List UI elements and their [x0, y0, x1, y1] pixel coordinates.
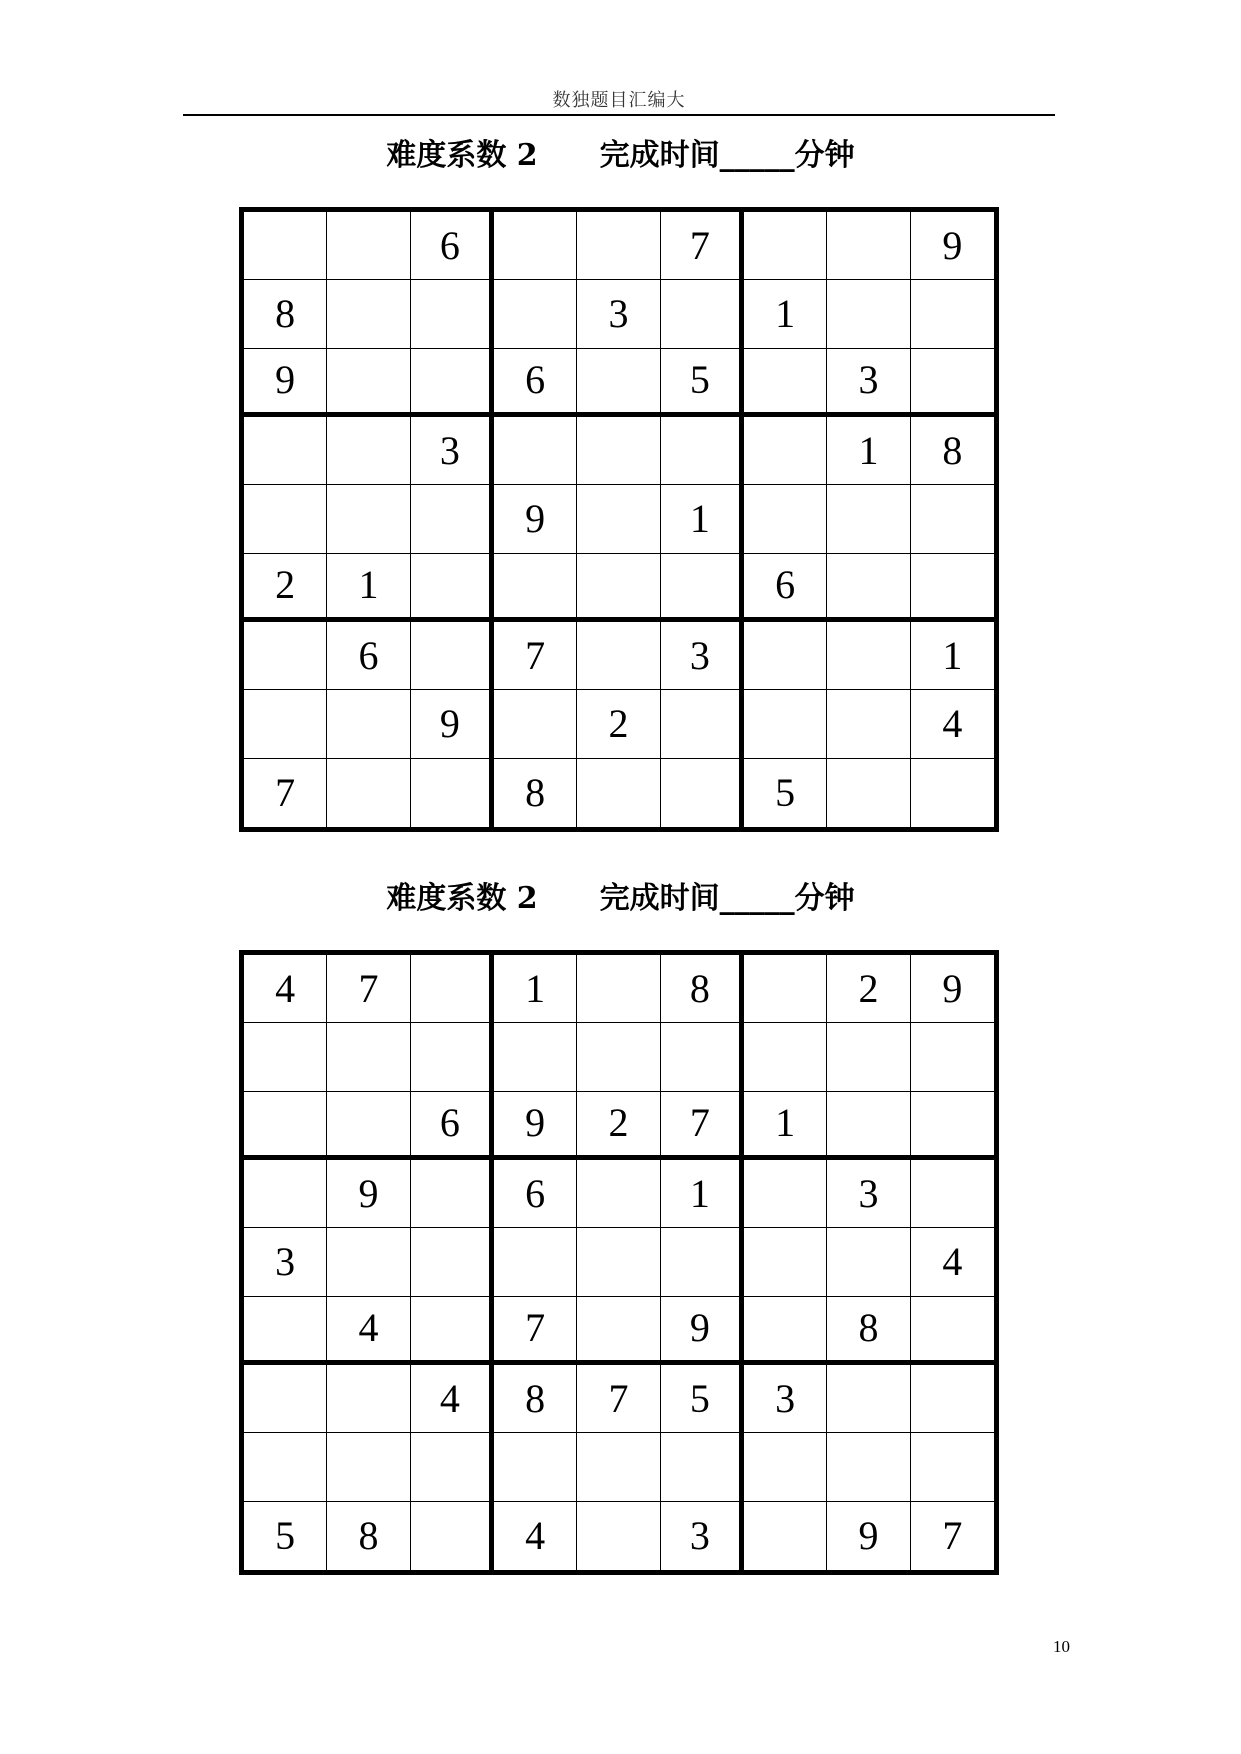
sudoku-cell[interactable]: 9	[661, 1297, 744, 1365]
sudoku-cell[interactable]	[744, 690, 827, 758]
sudoku-cell[interactable]: 7	[661, 212, 744, 280]
sudoku-cell[interactable]	[577, 1160, 660, 1228]
sudoku-cell[interactable]	[244, 485, 327, 553]
sudoku-cell[interactable]: 4	[494, 1502, 577, 1570]
sudoku-cell[interactable]: 1	[494, 955, 577, 1023]
sudoku-cell[interactable]	[411, 759, 494, 827]
sudoku-grid-1	[239, 207, 999, 832]
sudoku-cell[interactable]: 4	[911, 1228, 994, 1296]
sudoku-cell[interactable]: 1	[911, 622, 994, 690]
sudoku-cell[interactable]	[744, 1297, 827, 1365]
sudoku-cell[interactable]	[661, 1023, 744, 1091]
sudoku-cell[interactable]	[827, 485, 910, 553]
sudoku-cell[interactable]: 9	[494, 485, 577, 553]
sudoku-cell[interactable]: 6	[411, 212, 494, 280]
header-rule	[183, 114, 1055, 116]
sudoku-cell[interactable]	[327, 1365, 410, 1433]
sudoku-cell[interactable]: 1	[744, 1092, 827, 1160]
difficulty-label: 难度系数 2	[386, 138, 538, 173]
sudoku-cell[interactable]: 2	[244, 554, 327, 622]
sudoku-cell[interactable]	[911, 1092, 994, 1160]
sudoku-cell[interactable]	[577, 485, 660, 553]
sudoku-cell[interactable]	[411, 1228, 494, 1296]
sudoku-cell[interactable]	[744, 349, 827, 417]
sudoku-cell[interactable]	[494, 1433, 577, 1501]
sudoku-cell[interactable]	[327, 1023, 410, 1091]
sudoku-cell[interactable]	[244, 622, 327, 690]
sudoku-cell[interactable]	[911, 349, 994, 417]
sudoku-cell[interactable]	[494, 417, 577, 485]
sudoku-cell[interactable]: 4	[911, 690, 994, 758]
sudoku-cell[interactable]: 2	[577, 1092, 660, 1160]
sudoku-cell[interactable]	[411, 1433, 494, 1501]
sudoku-cell[interactable]	[744, 1433, 827, 1501]
sudoku-cell[interactable]: 1	[744, 280, 827, 348]
sudoku-cell[interactable]	[744, 485, 827, 553]
sudoku-cell[interactable]	[327, 485, 410, 553]
sudoku-cell[interactable]	[911, 1023, 994, 1091]
sudoku-cell[interactable]	[827, 690, 910, 758]
sudoku-cell[interactable]	[827, 1433, 910, 1501]
sudoku-cell[interactable]	[827, 759, 910, 827]
sudoku-cell[interactable]	[411, 1502, 494, 1570]
sudoku-cell[interactable]	[327, 280, 410, 348]
sudoku-cell[interactable]	[744, 417, 827, 485]
sudoku-cell[interactable]	[244, 1023, 327, 1091]
sudoku-cell[interactable]	[244, 1365, 327, 1433]
sudoku-grid-2	[239, 950, 999, 1575]
completion-time-label: 完成时间_____分钟	[599, 881, 855, 916]
running-header: 数独题目汇编大	[552, 90, 686, 111]
sudoku-cell[interactable]	[577, 212, 660, 280]
sudoku-cell[interactable]: 3	[744, 1365, 827, 1433]
sudoku-cell[interactable]	[411, 280, 494, 348]
sudoku-cell[interactable]: 8	[661, 955, 744, 1023]
sudoku-cell[interactable]	[494, 212, 577, 280]
sudoku-cell[interactable]	[244, 1092, 327, 1160]
sudoku-cell[interactable]: 3	[827, 1160, 910, 1228]
sudoku-cell[interactable]: 3	[661, 622, 744, 690]
sudoku-cell[interactable]: 6	[494, 1160, 577, 1228]
sudoku-cell[interactable]	[327, 417, 410, 485]
sudoku-cell[interactable]: 9	[827, 1502, 910, 1570]
sudoku-cell[interactable]	[327, 349, 410, 417]
sudoku-cell[interactable]: 6	[411, 1092, 494, 1160]
sudoku-cell[interactable]	[827, 554, 910, 622]
sudoku-cell[interactable]: 9	[911, 955, 994, 1023]
sudoku-cell[interactable]	[744, 1160, 827, 1228]
sudoku-cell[interactable]: 7	[577, 1365, 660, 1433]
sudoku-cell[interactable]: 9	[494, 1092, 577, 1160]
sudoku-cell[interactable]	[244, 1433, 327, 1501]
sudoku-cell[interactable]: 7	[494, 1297, 577, 1365]
sudoku-cell[interactable]: 3	[577, 280, 660, 348]
sudoku-cell[interactable]	[411, 554, 494, 622]
sudoku-cell[interactable]	[911, 1433, 994, 1501]
sudoku-cell[interactable]	[577, 1502, 660, 1570]
sudoku-cell[interactable]	[411, 349, 494, 417]
sudoku-cell[interactable]	[494, 554, 577, 622]
sudoku-cell[interactable]: 1	[327, 554, 410, 622]
sudoku-cell[interactable]: 2	[827, 955, 910, 1023]
sudoku-cell[interactable]	[411, 1023, 494, 1091]
sudoku-cell[interactable]	[244, 212, 327, 280]
sudoku-cell[interactable]	[661, 280, 744, 348]
sudoku-cell[interactable]	[827, 1228, 910, 1296]
sudoku-cell[interactable]	[911, 1297, 994, 1365]
sudoku-cell[interactable]	[661, 554, 744, 622]
difficulty-label: 难度系数 2	[386, 881, 538, 916]
sudoku-cell[interactable]: 3	[244, 1228, 327, 1296]
sudoku-cell[interactable]: 8	[827, 1297, 910, 1365]
sudoku-cell[interactable]	[327, 690, 410, 758]
sudoku-cell[interactable]	[661, 759, 744, 827]
sudoku-cell[interactable]	[244, 417, 327, 485]
sudoku-cell[interactable]	[577, 622, 660, 690]
sudoku-cell[interactable]: 7	[494, 622, 577, 690]
sudoku-cell[interactable]: 5	[244, 1502, 327, 1570]
sudoku-cell[interactable]: 8	[911, 417, 994, 485]
sudoku-cell[interactable]	[744, 1023, 827, 1091]
sudoku-cell[interactable]: 9	[327, 1160, 410, 1228]
sudoku-cell[interactable]	[911, 280, 994, 348]
sudoku-cell[interactable]	[661, 1433, 744, 1501]
sudoku-cell[interactable]	[911, 1160, 994, 1228]
sudoku-cell[interactable]	[661, 1228, 744, 1296]
sudoku-cell[interactable]: 5	[661, 1365, 744, 1433]
sudoku-cell[interactable]	[827, 212, 910, 280]
sudoku-cell[interactable]	[827, 1365, 910, 1433]
sudoku-cell[interactable]	[327, 1433, 410, 1501]
sudoku-cell[interactable]	[244, 1160, 327, 1228]
sudoku-cell[interactable]	[744, 622, 827, 690]
sudoku-cell[interactable]: 7	[661, 1092, 744, 1160]
sudoku-cell[interactable]: 5	[744, 759, 827, 827]
sudoku-cell[interactable]: 5	[661, 349, 744, 417]
sudoku-cell[interactable]: 6	[494, 349, 577, 417]
sudoku-cell[interactable]: 9	[244, 349, 327, 417]
sudoku-cell[interactable]	[911, 485, 994, 553]
sudoku-cell[interactable]	[494, 1228, 577, 1296]
sudoku-cell[interactable]	[244, 1297, 327, 1365]
sudoku-cell[interactable]: 9	[911, 212, 994, 280]
sudoku-cell[interactable]	[911, 1365, 994, 1433]
sudoku-cell[interactable]	[494, 690, 577, 758]
sudoku-cell[interactable]	[577, 955, 660, 1023]
sudoku-cell[interactable]: 4	[411, 1365, 494, 1433]
sudoku-cell[interactable]	[577, 1228, 660, 1296]
sudoku-cell[interactable]: 8	[494, 759, 577, 827]
sudoku-cell[interactable]	[411, 955, 494, 1023]
sudoku-cell[interactable]	[661, 690, 744, 758]
sudoku-cell[interactable]	[827, 622, 910, 690]
sudoku-cell[interactable]	[744, 212, 827, 280]
sudoku-cell[interactable]	[577, 759, 660, 827]
sudoku-cell[interactable]	[744, 1502, 827, 1570]
sudoku-cell[interactable]	[244, 690, 327, 758]
sudoku-cell[interactable]: 4	[327, 1297, 410, 1365]
sudoku-cell[interactable]	[827, 1092, 910, 1160]
sudoku-cell[interactable]: 8	[494, 1365, 577, 1433]
sudoku-cell[interactable]	[577, 1023, 660, 1091]
sudoku-cell[interactable]: 8	[244, 280, 327, 348]
puzzle-2-title	[0, 873, 1241, 917]
sudoku-cell[interactable]	[577, 1297, 660, 1365]
sudoku-cell[interactable]	[577, 417, 660, 485]
sudoku-cell[interactable]: 1	[827, 417, 910, 485]
sudoku-cell[interactable]	[494, 280, 577, 348]
sudoku-cell[interactable]	[911, 554, 994, 622]
sudoku-cell[interactable]	[494, 1023, 577, 1091]
sudoku-cell[interactable]	[327, 1228, 410, 1296]
sudoku-cell[interactable]	[827, 280, 910, 348]
sudoku-cell[interactable]: 6	[744, 554, 827, 622]
sudoku-cell[interactable]	[411, 1160, 494, 1228]
sudoku-cell[interactable]	[327, 759, 410, 827]
sudoku-cell[interactable]: 7	[327, 955, 410, 1023]
sudoku-cell[interactable]	[327, 212, 410, 280]
sudoku-cell[interactable]	[577, 554, 660, 622]
sudoku-cell[interactable]	[411, 485, 494, 553]
sudoku-cell[interactable]	[661, 417, 744, 485]
sudoku-cell[interactable]	[411, 1297, 494, 1365]
sudoku-cell[interactable]	[911, 759, 994, 827]
sudoku-cell[interactable]: 3	[411, 417, 494, 485]
sudoku-cell[interactable]: 8	[327, 1502, 410, 1570]
sudoku-cell[interactable]: 9	[411, 690, 494, 758]
sudoku-cell[interactable]: 3	[661, 1502, 744, 1570]
sudoku-cell[interactable]: 1	[661, 1160, 744, 1228]
sudoku-cell[interactable]: 2	[577, 690, 660, 758]
sudoku-cell[interactable]	[577, 349, 660, 417]
sudoku-cell[interactable]	[411, 622, 494, 690]
sudoku-cell[interactable]: 4	[244, 955, 327, 1023]
sudoku-cell[interactable]	[577, 1433, 660, 1501]
sudoku-cell[interactable]: 3	[827, 349, 910, 417]
puzzle-1-title	[0, 130, 1241, 174]
sudoku-cell[interactable]: 6	[327, 622, 410, 690]
sudoku-cell[interactable]: 7	[942, 1512, 963, 1558]
page-number: 10	[1053, 1637, 1070, 1656]
sudoku-cell[interactable]: 1	[661, 485, 744, 553]
sudoku-cell[interactable]	[744, 955, 827, 1023]
sudoku-cell[interactable]	[827, 1023, 910, 1091]
sudoku-cell[interactable]: 7	[244, 759, 327, 827]
completion-time-label: 完成时间_____分钟	[599, 138, 855, 173]
sudoku-cell[interactable]	[744, 1228, 827, 1296]
sudoku-cell[interactable]	[327, 1092, 410, 1160]
